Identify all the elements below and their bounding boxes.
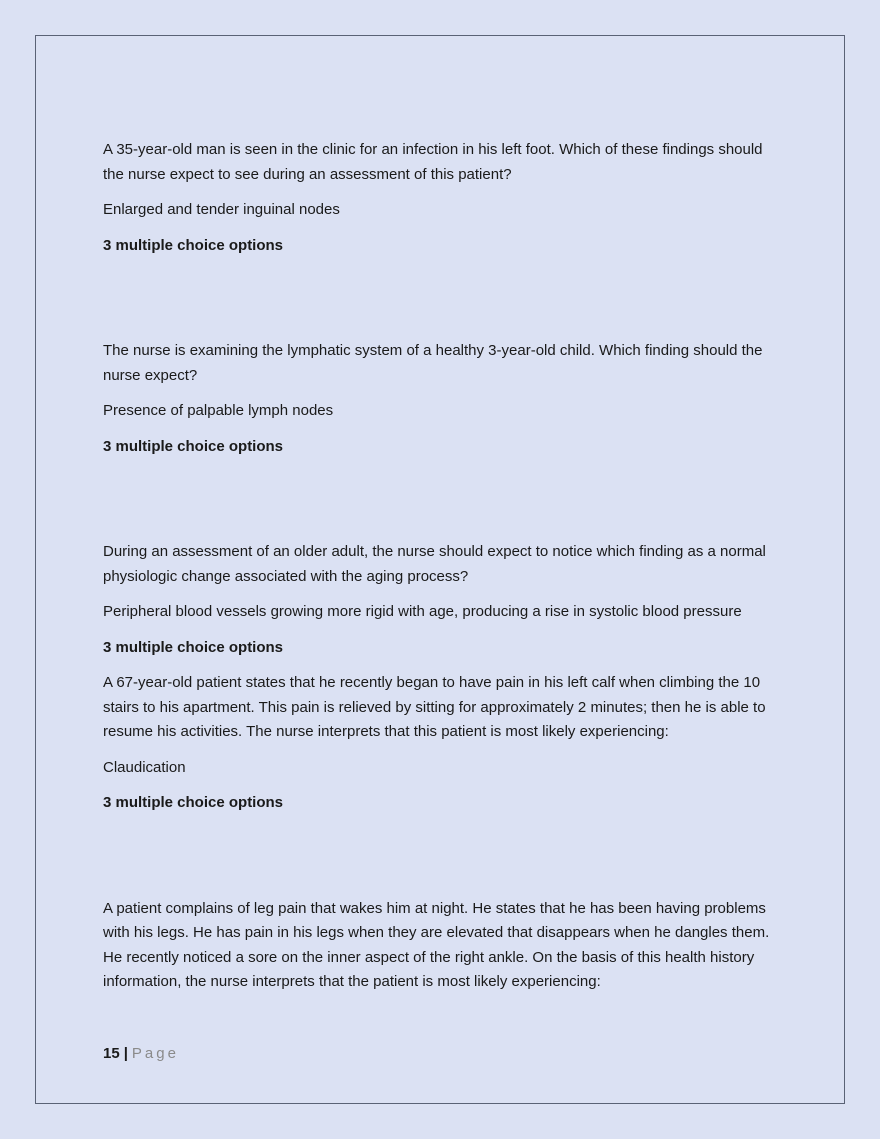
question-block — [103, 671, 783, 816]
question-block — [103, 339, 783, 459]
question-text: A 35-year-old man is seen in the clinic for an infection in his left foot. Which of these findings should the nurse expect to see during an assessment of this patient? — [103, 141, 763, 183]
document-body — [103, 138, 783, 1006]
question-text: The nurse is examining the lymphatic system of a healthy 3-year-old child. Which finding should the nurse expect? — [103, 342, 763, 384]
question-block — [103, 138, 783, 258]
question-text: A 67-year-old patient states that he recently began to have pain in his left calf when climbing the 10 stairs to his apartment. This pain is relieved by sitting for approximately 2 minutes; then he is able to resume his activities. The nurse interprets that this patient is most likely experiencing: — [103, 674, 766, 740]
answer-text: Enlarged and tender inguinal nodes — [103, 201, 340, 218]
question-text: A patient complains of leg pain that wakes him at night. He states that he has been having problems with his legs. He has pain in his legs when they are elevated that disappears when he dangles them. He recently noticed a sore on the inner aspect of the right ankle. On the basis of this health history information, the nurse interprets that the patient is most likely experiencing: — [103, 899, 770, 990]
page-label: Page — [131, 1045, 179, 1062]
answer-text: Peripheral blood vessels growing more rigid with age, producing a rise in systolic blood pressure — [103, 603, 742, 620]
options-label: 3 multiple choice options — [103, 794, 284, 811]
question-block — [103, 540, 783, 660]
question-text: During an assessment of an older adult, the nurse should expect to notice which finding as a normal physiologic change associated with the aging process? — [103, 543, 766, 585]
answer-text: Presence of palpable lymph nodes — [103, 402, 334, 419]
options-label: 3 multiple choice options — [103, 236, 284, 254]
footer-separator: | — [123, 1045, 128, 1062]
page-number: 15 — [103, 1045, 120, 1062]
page-footer — [103, 1045, 179, 1062]
question-block — [103, 897, 783, 995]
options-label: 3 multiple choice options — [103, 437, 284, 455]
options-label: 3 multiple choice options — [103, 638, 284, 656]
answer-text: Claudication — [103, 758, 186, 776]
